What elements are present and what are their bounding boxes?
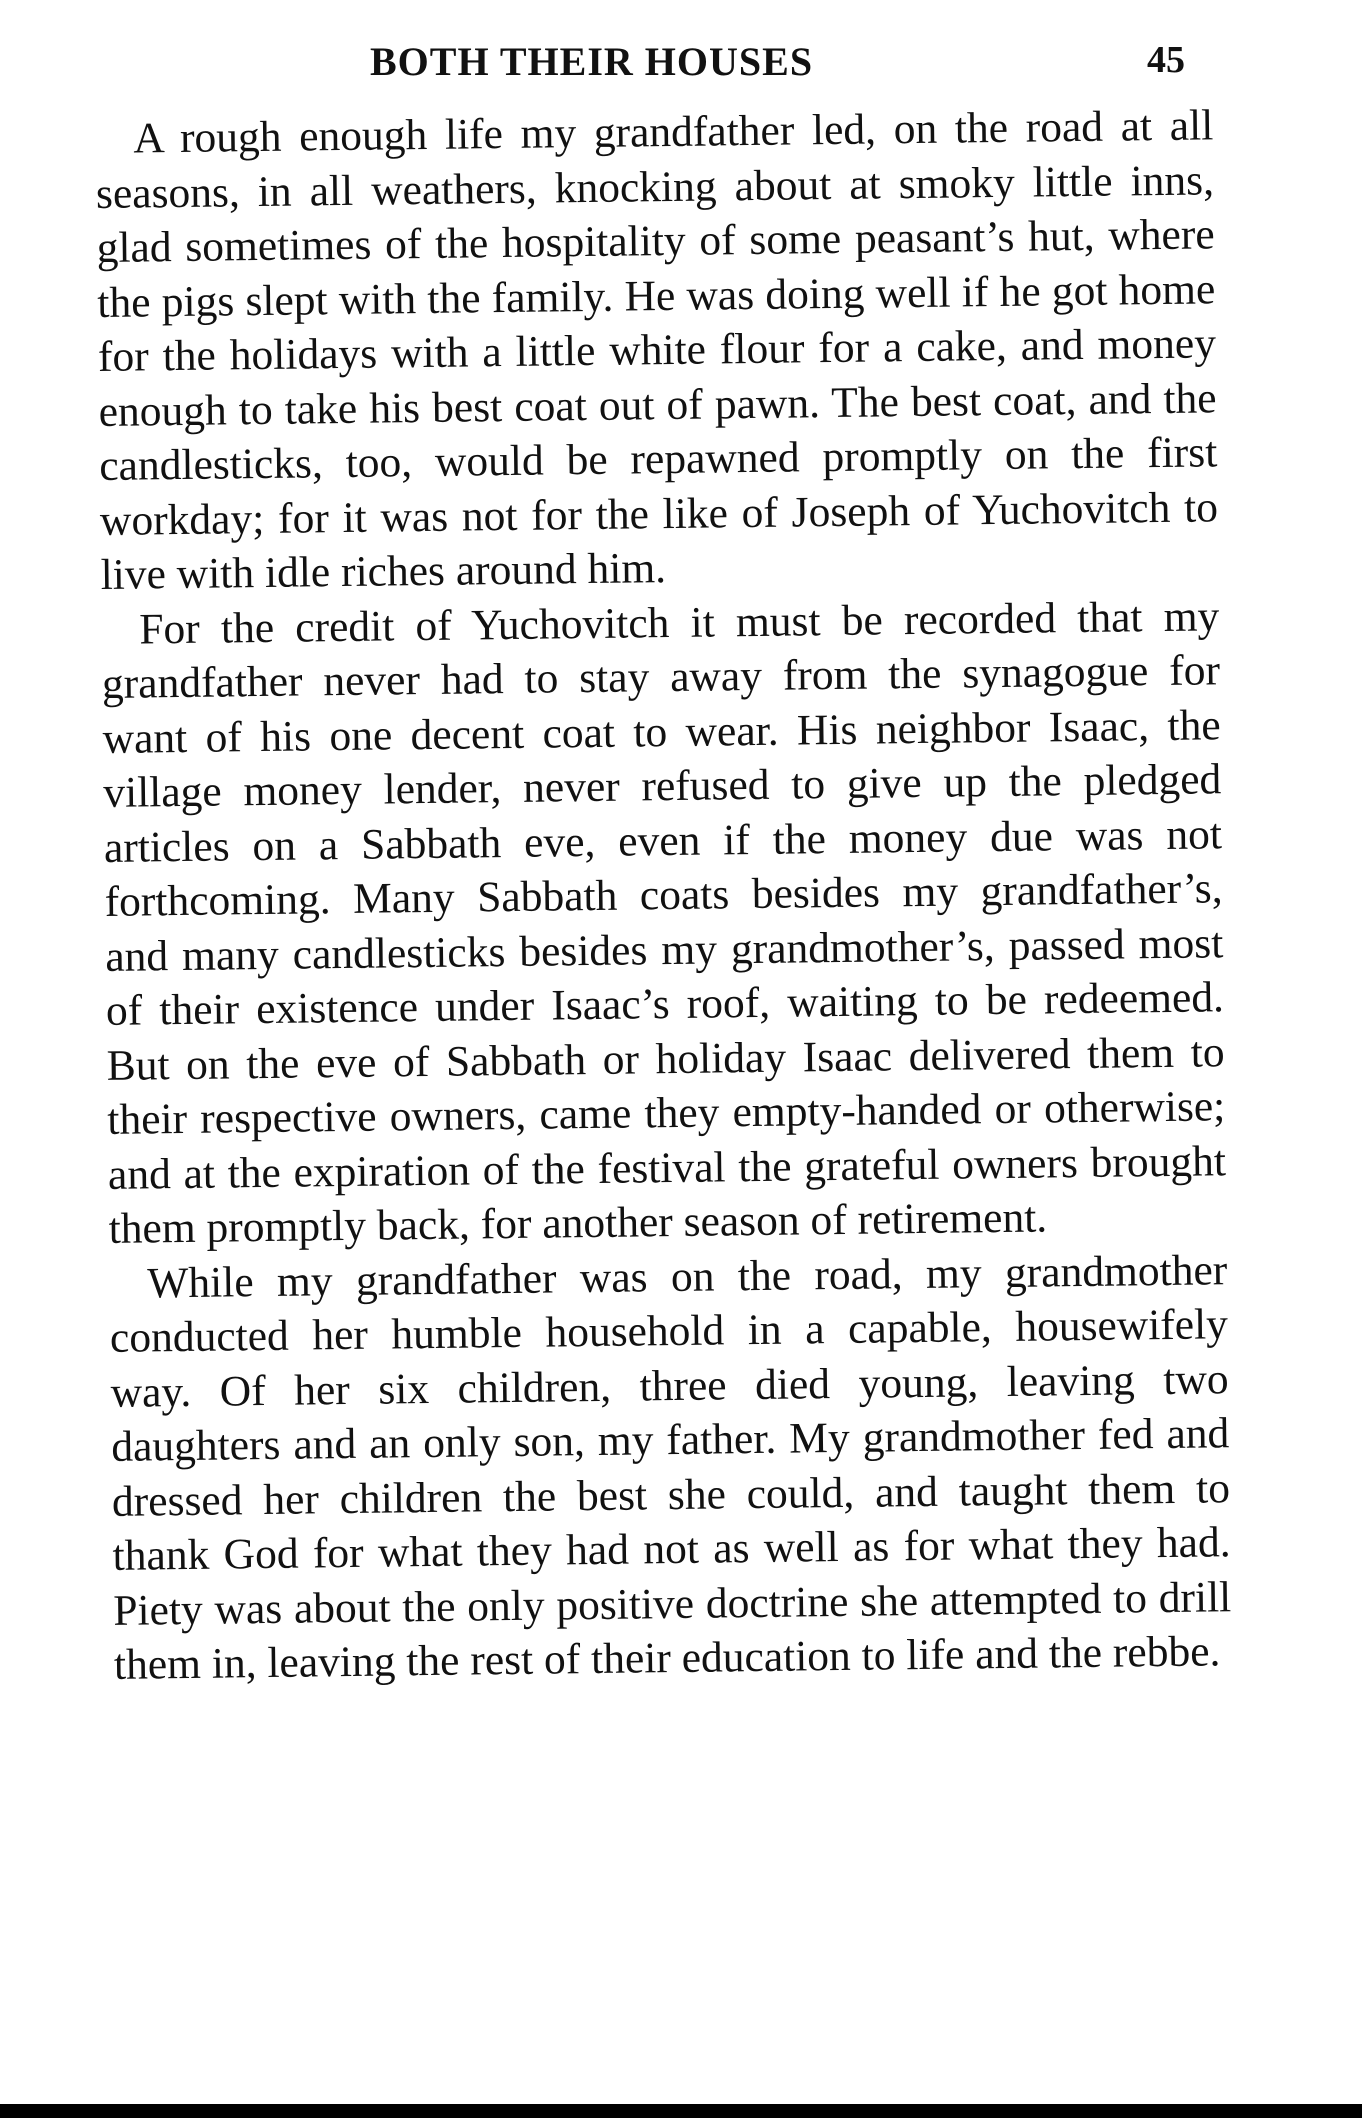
bottom-scan-border <box>0 2104 1362 2118</box>
paragraph-1: A rough enough life my grandfather led, on the road at all seasons, in all weathers, knocking about at smoky little inns, glad sometimes of the hospitality of some peasant’s hut, where the pigs slept with the family. He was doing well if he got home for the holidays with a little white flour for a cake, and money enough to take his best coat out of pawn. The best coat, and the candlesticks, too, would be repawned promptly on the first workday; for it was not for the like of Joseph of Yuchovitch to live with idle riches around him. <box>95 101 1219 599</box>
running-title: BOTH THEIR HOUSES <box>370 39 814 84</box>
body-text <box>95 98 1232 1692</box>
paragraph-2: For the credit of Yuchovitch it must be recorded that my grandfather never had to stay away from the synagogue for want of his one decent coat to wear. His neighbor Isaac, the village money lender, never refused to give up the pledged articles on a Sabbath eve, even if the money due was not forthcoming. Many Sabbath coats besides my grandfather’s, and many candlesticks besides my grandmother’s, passed most of their existence under Isaac’s roof, waiting to be redeemed. But on the eve of Sabbath or holiday Isaac delivered them to their respective owners, came they empty-handed or otherwise; and at the expiration of the festival the grateful owners brought them promptly back, for another season of retirement. <box>101 591 1227 1253</box>
page-number: 45 <box>1147 39 1185 81</box>
paragraph-3: While my grandfather was on the road, my grandmother conducted her humble household in a capable, housewifely way. Of her six children, three died young, leaving two daughters and an only son, my father. My grandmother fed and dressed her children the best she could, and taught them to thank God for what they had not as well as for what they had. Piety was about the only positive doctrine she attempted to drill them in, leaving the rest of their education to life and the rebbe. <box>109 1245 1232 1689</box>
running-head <box>90 38 1185 88</box>
